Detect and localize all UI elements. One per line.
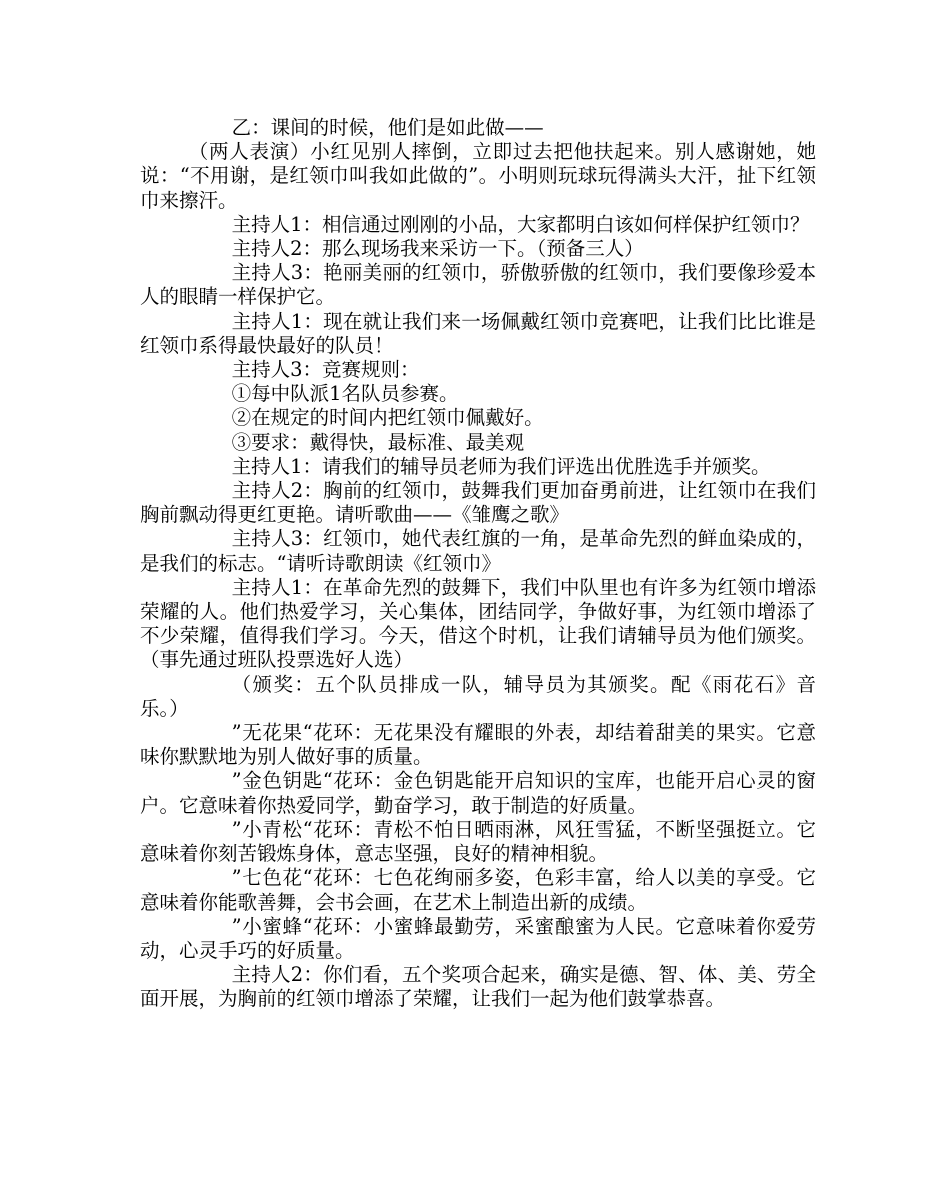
document-body [140, 116, 816, 1012]
paragraph-19: ”七色花“花环：七色花绚丽多姿，色彩丰富，给人以美的享受。它意味着你能歌善舞，会书会画，在艺术上制造出新的成绩。 [140, 866, 816, 914]
paragraph-21: 主持人2：你们看，五个奖项合起来，确实是德、智、体、美、劳全面开展，为胸前的红领巾增添了荣耀，让我们一起为他们鼓掌恭喜。 [140, 963, 816, 1011]
paragraph-12: 主持人2：胸前的红领巾，鼓舞我们更加奋勇前进，让红领巾在我们胸前飘动得更红更艳。请听歌曲——《雏鹰之歌》 [140, 479, 816, 527]
paragraph-10: ③要求：戴得快，最标准、最美观 [231, 430, 525, 454]
paragraph-8: ①每中队派1名队员参赛。 [231, 382, 459, 406]
paragraph-11: 主持人1：请我们的辅导员老师为我们评选出优胜选手并颁奖。 [231, 454, 771, 478]
paragraph-20: ”小蜜蜂“花环：小蜜蜂最勤劳，采蜜酿蜜为人民。它意味着你爱劳动，心灵手巧的好质量。 [140, 914, 816, 962]
paragraph-1: 乙：课间的时候，他们是如此做—— [231, 116, 544, 139]
paragraph-4: 主持人2：那么现场我来采访一下。（预备三人） [231, 237, 644, 261]
paragraph-15: （颁奖：五个队员排成一队，辅导员为其颁奖。配《雨花石》音乐。） [140, 672, 816, 720]
paragraph-14: 主持人1：在革命先烈的鼓舞下，我们中队里也有许多为红领巾增添荣耀的人。他们热爱学习，关心集体，团结同学，争做好事，为红领巾增添了不少荣耀，值得我们学习。今天，借这个时机，让我们请辅导员为他们颁奖。（事先通过班队投票选好人选） [140, 575, 816, 672]
paragraph-17: ”金色钥匙“花环：金色钥匙能开启知识的宝库，也能开启心灵的窗户。它意味着你热爱同学，勤奋学习，敢于制造的好质量。 [140, 769, 816, 817]
paragraph-2: （两人表演）小红见别人摔倒，立即过去把他扶起来。别人感谢她，她说：“不用谢，是红领巾叫我如此做的”。小明则玩球玩得满头大汗，扯下红领巾来擦汗。 [140, 140, 816, 212]
paragraph-7: 主持人3：竞赛规则： [231, 358, 420, 382]
paragraph-3: 主持人1：相信通过刚刚的小品，大家都明白该如何样保护红领巾？ [231, 212, 810, 236]
paragraph-13: 主持人3：红领巾，她代表红旗的一角，是革命先烈的鲜血染成的，是我们的标志。“请听诗歌朗读《红领巾》 [140, 527, 816, 575]
paragraph-6: 主持人1：现在就让我们来一场佩戴红领巾竞赛吧，让我们比比谁是红领巾系得最快最好的队员！ [140, 309, 816, 357]
paragraph-9: ②在规定的时间内把红领巾佩戴好。 [231, 406, 544, 430]
paragraph-16: ”无花果“花环：无花果没有耀眼的外表，却结着甜美的果实。它意味你默默地为别人做好事的质量。 [140, 721, 816, 769]
paragraph-18: ”小青松“花环：青松不怕日晒雨淋，风狂雪猛，不断坚强挺立。它意味着你刻苦锻炼身体，意志坚强，良好的精神相貌。 [140, 817, 816, 866]
paragraph-5: 主持人3：艳丽美丽的红领巾，骄傲骄傲的红领巾，我们要像珍爱本人的眼睛一样保护它。 [140, 261, 816, 309]
